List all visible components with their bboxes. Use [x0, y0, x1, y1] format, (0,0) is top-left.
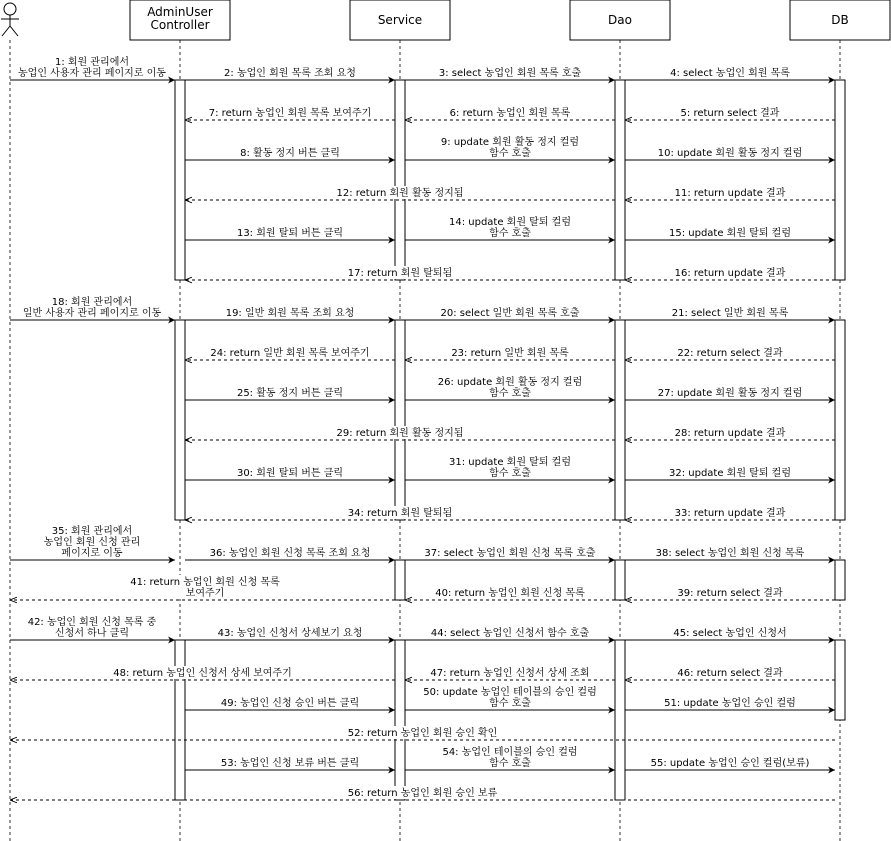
message-5: [625, 106, 835, 120]
message-label: 47: return 농업인 신청서 상세 조회: [430, 668, 590, 679]
message-label: 26: update 회원 활동 정지 컬럼 함수 호출: [437, 377, 583, 399]
message-label: 48: return 농업인 신청서 상세 보여주기: [113, 668, 292, 679]
participant-label: AdminUser Controller: [147, 5, 213, 32]
message-label: 27: update 회원 활동 정지 컬럼: [657, 388, 803, 399]
message-label: 50: update 농업인 테이블의 승인 컬럼 함수 호출: [423, 687, 597, 709]
message-21: [625, 306, 835, 320]
message-43: [185, 626, 395, 640]
message-35: [10, 524, 175, 560]
message-8: [185, 146, 395, 160]
message-25: [185, 386, 395, 400]
message-label: 24: return 일반 회원 목록 보여주기: [210, 348, 370, 359]
message-7: [185, 106, 395, 120]
message-11: [625, 186, 835, 200]
message-label: 18: 회원 관리에서 일반 사용자 관리 페이지로 이동: [22, 297, 162, 319]
message-40: [405, 586, 615, 600]
message-label: 25: 활동 정지 버튼 클릭: [236, 388, 344, 399]
participant-label: DB: [831, 13, 849, 27]
message-18: [10, 295, 175, 320]
message-label: 23: return 일반 회원 목록: [451, 348, 569, 359]
activation-bar: [175, 320, 185, 520]
message-label: 34: return 회원 탈퇴됨: [347, 508, 453, 519]
message-label: 9: update 회원 활동 정지 컬럼 함수 호출: [440, 137, 580, 159]
actor-figure: [1, 3, 19, 36]
message-label: 51: update 농업인 승인 컬럼: [664, 698, 796, 709]
message-label: 43: 농업인 신청서 상세보기 요청: [217, 628, 363, 639]
message-label: 21: select 일반 회원 목록: [671, 308, 789, 319]
message-label: 49: 농업인 신청 승인 버튼 클릭: [220, 698, 360, 709]
message-label: 3: select 농업인 회원 목록 호출: [438, 68, 582, 79]
activation-bar: [615, 640, 625, 800]
message-label: 7: return 농업인 회원 목록 보여주기: [208, 108, 372, 119]
message-label: 39: return select 결과: [677, 588, 783, 599]
message-label: 11: return update 결과: [674, 188, 786, 199]
message-52: [10, 726, 835, 740]
activation-bar: [835, 80, 845, 280]
message-label: 35: 회원 관리에서 농업인 회원 신청 관리 페이지로 이동: [43, 526, 141, 559]
activation-bar: [395, 640, 405, 800]
message-label: 2: 농업인 회원 목록 조회 요청: [224, 68, 356, 79]
message-label: 32: update 회원 탈퇴 컬럼: [668, 468, 792, 479]
message-17: [185, 266, 615, 280]
message-24: [185, 346, 395, 360]
message-6: [405, 106, 615, 120]
participant-admin-user-controller: [130, 0, 230, 40]
activation-bar: [615, 560, 625, 600]
message-label: 6: return 농업인 회원 목록: [449, 108, 571, 119]
participant-label: Dao: [608, 13, 632, 27]
message-label: 56: return 농업인 회원 승인 보류: [347, 788, 498, 799]
activation-bar: [395, 80, 405, 280]
activation-bar: [615, 320, 625, 520]
message-42: [10, 615, 175, 640]
message-13: [185, 226, 395, 240]
message-label: 46: return select 결과: [677, 668, 783, 679]
message-label: 14: update 회원 탈퇴 컬럼 함수 호출: [448, 217, 572, 239]
message-22: [625, 346, 835, 360]
message-10: [625, 146, 835, 160]
message-label: 36: 농업인 회원 신청 목록 조회 요청: [209, 548, 371, 559]
message-label: 40: return 농업인 회원 신청 목록: [435, 588, 585, 599]
message-51: [625, 696, 835, 710]
message-20: [405, 306, 615, 320]
activation-bar: [175, 80, 185, 280]
message-label: 5: return select 결과: [680, 108, 780, 119]
message-55: [625, 756, 835, 770]
message-26: [405, 375, 615, 400]
message-29: [185, 426, 615, 440]
message-33: [625, 506, 835, 520]
message-label: 20: select 일반 회원 목록 호출: [440, 308, 580, 319]
message-9: [405, 135, 615, 160]
message-15: [625, 226, 835, 240]
activation-bar: [835, 320, 845, 520]
message-27: [625, 386, 835, 400]
participant-service: [350, 0, 450, 40]
message-label: 38: select 농업인 회원 신청 목록: [655, 548, 805, 559]
message-37: [405, 546, 615, 560]
message-label: 13: 회원 탈퇴 버튼 클릭: [236, 228, 344, 239]
message-label: 17: return 회원 탈퇴됨: [347, 268, 453, 279]
message-2: [185, 66, 395, 80]
activation-bar: [615, 80, 625, 280]
message-3: [405, 66, 615, 80]
message-47: [405, 666, 615, 680]
message-36: [185, 546, 395, 560]
message-label: 53: 농업인 신청 보류 버튼 클릭: [220, 758, 360, 769]
message-45: [625, 626, 835, 640]
activation-bar: [175, 640, 185, 800]
message-12: [185, 186, 615, 200]
message-label: 16: return update 결과: [674, 268, 786, 279]
message-30: [185, 466, 395, 480]
message-53: [185, 756, 395, 770]
message-label: 19: 일반 회원 목록 조회 요청: [225, 308, 355, 319]
message-label: 31: update 회원 탈퇴 컬럼 함수 호출: [448, 457, 572, 479]
message-label: 33: return update 결과: [674, 508, 786, 519]
message-label: 52: return 농업인 회원 승인 확인: [347, 728, 498, 739]
message-19: [185, 306, 395, 320]
message-label: 10: update 회원 활동 정지 컬럼: [657, 148, 803, 159]
activation-bar: [395, 320, 405, 520]
activation-bar: [395, 560, 405, 600]
message-label: 44: select 농업인 신청서 함수 호출: [430, 628, 590, 639]
message-label: 28: return update 결과: [674, 428, 786, 439]
message-49: [185, 696, 395, 710]
message-label: 4: select 농업인 회원 목록: [670, 68, 790, 79]
message-38: [625, 546, 835, 560]
message-32: [625, 466, 835, 480]
message-34: [185, 506, 615, 520]
message-label: 55: update 농업인 승인 컬럼(보류): [650, 758, 810, 769]
message-label: 1: 회원 관리에서 농업인 사용자 관리 페이지로 이동: [18, 57, 166, 79]
activation-bar: [835, 560, 845, 600]
message-label: 41: return 농업인 회원 신청 목록 보여주기: [130, 577, 280, 599]
message-14: [405, 215, 615, 240]
message-56: [10, 786, 835, 800]
activation-bar: [835, 640, 845, 720]
participant-dao: [570, 0, 670, 40]
message-41: [10, 575, 395, 600]
message-44: [405, 626, 615, 640]
message-label: 29: return 회원 활동 정지됨: [336, 428, 464, 439]
message-31: [405, 455, 615, 480]
message-label: 42: 농업인 회원 신청 목록 중 신청서 하나 클릭: [27, 617, 157, 639]
message-label: 12: return 회원 활동 정지됨: [336, 188, 464, 199]
message-28: [625, 426, 835, 440]
message-39: [625, 586, 835, 600]
message-label: 54: 농업인 테이블의 승인 컬럼 함수 호출: [442, 747, 578, 769]
message-label: 37: select 농업인 회원 신청 목록 호출: [424, 548, 596, 559]
message-48: [10, 666, 395, 680]
message-1: [10, 55, 175, 80]
message-16: [625, 266, 835, 280]
participant-label: Service: [377, 13, 423, 27]
message-46: [625, 666, 835, 680]
message-label: 45: select 농업인 신청서: [673, 628, 787, 639]
message-50: [405, 685, 615, 710]
participant-db: [790, 0, 890, 40]
message-23: [405, 346, 615, 360]
message-54: [405, 745, 615, 770]
message-label: 22: return select 결과: [677, 348, 783, 359]
message-label: 30: 회원 탈퇴 버튼 클릭: [236, 468, 344, 479]
message-label: 8: 활동 정지 버튼 클릭: [240, 148, 340, 159]
message-4: [625, 66, 835, 80]
message-label: 15: update 회원 탈퇴 컬럼: [668, 228, 792, 239]
